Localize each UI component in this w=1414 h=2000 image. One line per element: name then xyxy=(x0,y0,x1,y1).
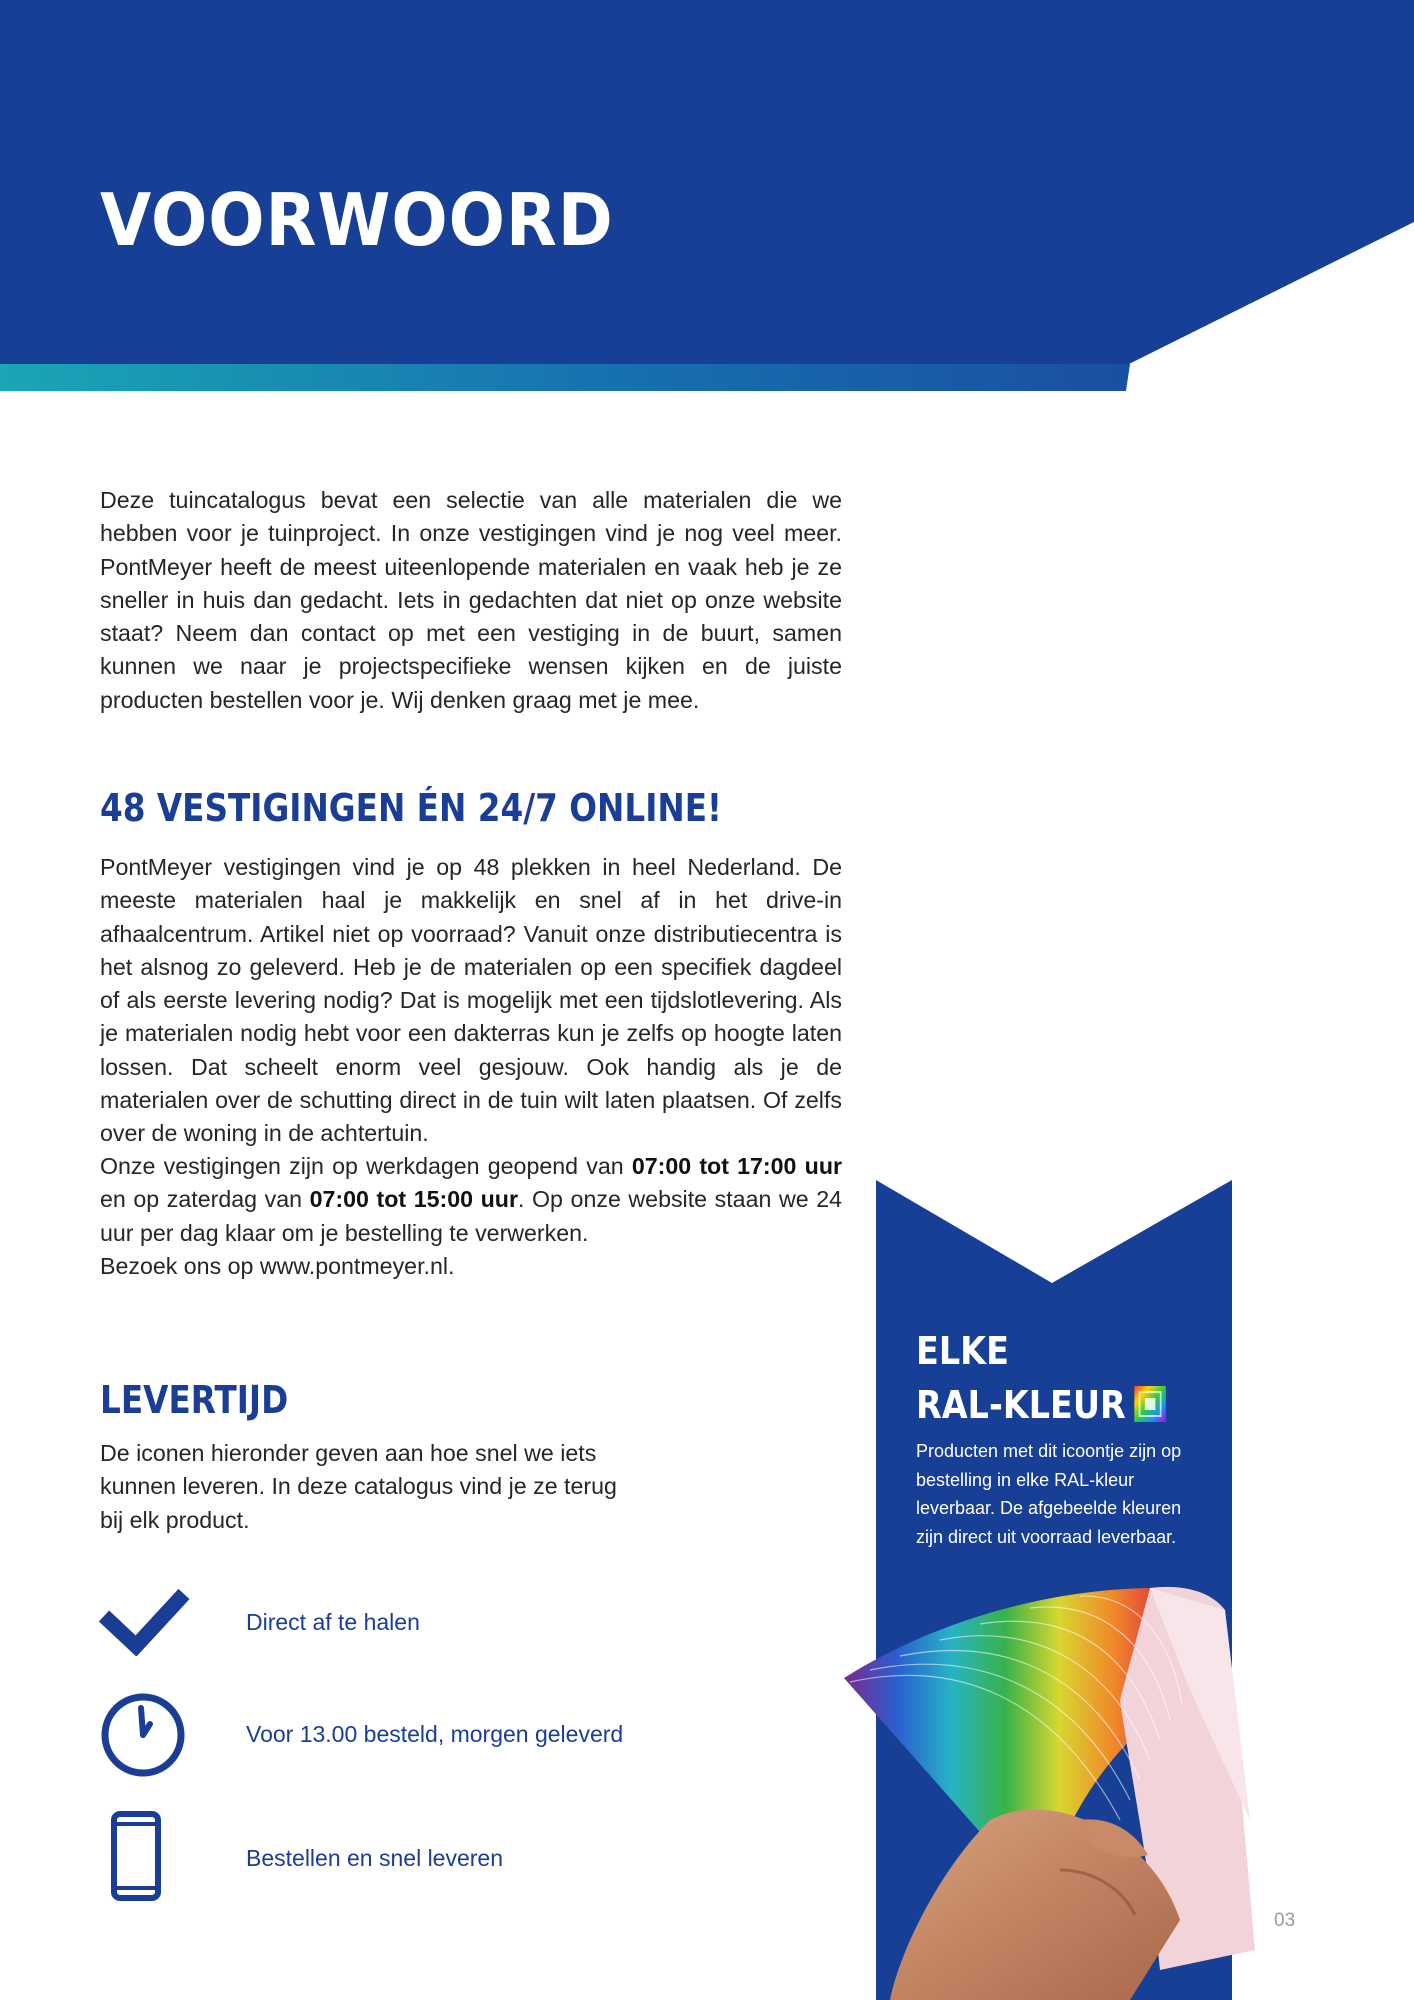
saturday-hours: 07:00 tot 15:00 uur xyxy=(309,1186,518,1213)
legend-label-morgen: Voor 13.00 besteld, morgen geleverd xyxy=(246,1721,624,1747)
visit-website-text: Bezoek ons op www.pontmeyer.nl. xyxy=(100,1252,455,1279)
checkmark-icon xyxy=(96,1586,192,1656)
ral-description: Producten met dit icoontje zijn op bestelling in elke RAL-kleur leverbaar. De afgebeelde kleuren zijn direct uit voorraad leverbaar. xyxy=(916,1441,1182,1547)
ral-heading-line2: RAL-KLEUR xyxy=(916,1383,1126,1427)
levertijd-heading: LEVERTIJD xyxy=(100,1378,289,1422)
vestigingen-paragraph: PontMeyer vestigingen vind je op 48 plekken in heel Nederland. De meeste materialen haal je makkelijk en snel af in het drive-in afhaalcentrum. Artikel niet op voorraad? Vanuit onze distributiecentra is het alsnog zo geleverd. Heb je de materialen op een specifiek dagdeel of als eerste levering nodig? Dat is mogelijk met een tijdslotlevering. Als je materialen nodig hebt voor een dakterras kun je zelfs op hoogte laten lossen. Dat scheelt enorm veel gesjouw. Ook handig als je de materialen over de schutting direct in de tuin wilt laten plaatsen. Of zelfs over de woning in de achtertuin. xyxy=(100,854,842,1147)
color-fan-image xyxy=(830,1570,1270,2000)
smartphone-icon xyxy=(110,1810,162,1902)
opening-hours-paragraph xyxy=(100,1150,842,1283)
hours-text-2: en op zaterdag van xyxy=(100,1186,310,1213)
ral-heading-line1: ELKE xyxy=(916,1329,1009,1373)
levertijd-paragraph: De iconen hieronder geven aan hoe snel we iets kunnen leveren. In deze catalogus vind je ze terug bij elk product. xyxy=(100,1440,617,1533)
hours-text-3: . Op onze website staan we 24 uur per dag klaar om je bestelling te verwerken. xyxy=(100,1186,842,1246)
weekday-hours: 07:00 tot 17:00 uur xyxy=(631,1153,843,1179)
page-title: VOORWOORD xyxy=(100,178,614,262)
ral-color-icon xyxy=(1135,1386,1167,1422)
vestigingen-heading: 48 VESTIGINGEN ÉN 24/7 ONLINE! xyxy=(100,786,722,830)
page-number: 03 xyxy=(1274,1910,1296,1931)
legend-label-direct: Direct af te halen xyxy=(246,1609,420,1635)
legend-label-bestellen: Bestellen en snel leveren xyxy=(246,1845,503,1871)
intro-paragraph: Deze tuincatalogus bevat een selectie van alle materialen die we hebben voor je tuinproject. In onze vestigingen vind je nog veel meer. PontMeyer heeft de meest uiteenlopende materialen en vaak heb je ze sneller in huis dan gedacht. Iets in gedachten dat niet op onze website staat? Neem dan contact op met een vestiging in de buurt, samen kunnen we naar je projectspecifieke wensen kijken en de juiste producten bestellen voor je. Wij denken graag met je mee. xyxy=(100,487,842,713)
hours-text-1: Onze vestigingen zijn op werkdagen geopend van xyxy=(100,1153,632,1179)
clock-icon xyxy=(98,1690,188,1780)
ral-heading xyxy=(916,1324,1166,1432)
